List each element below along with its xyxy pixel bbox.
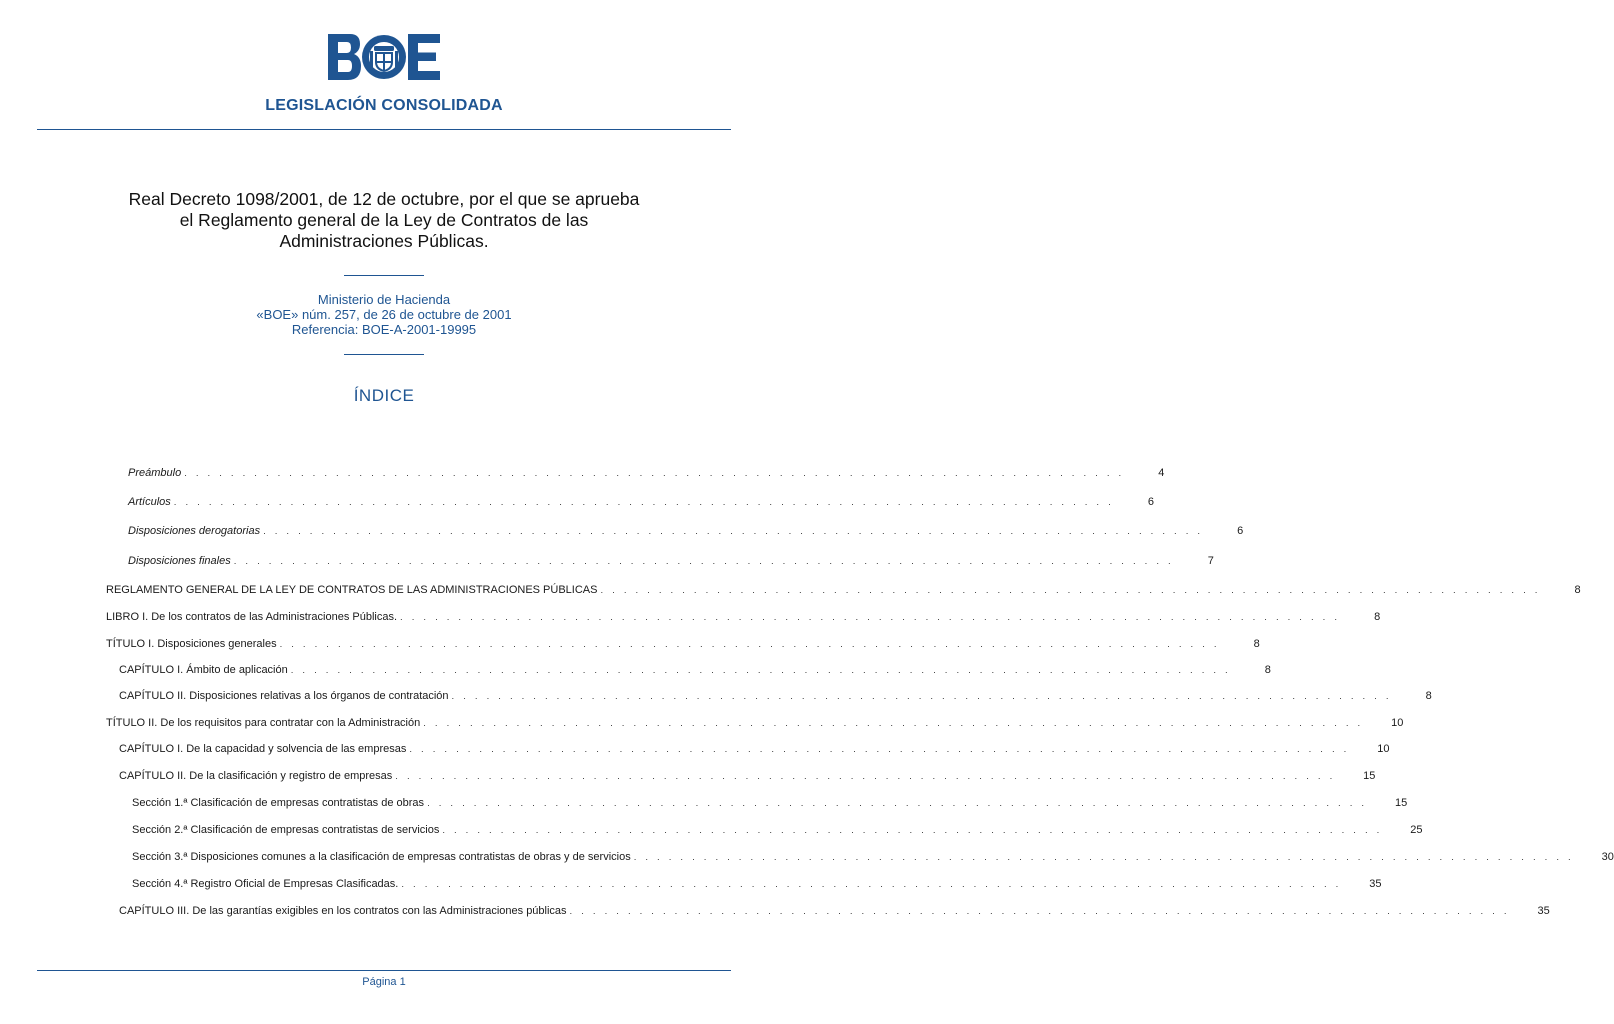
toc-entry[interactable] (106, 716, 1404, 730)
toc-entry[interactable] (128, 495, 1154, 509)
toc-entry[interactable] (132, 877, 1382, 891)
toc-entry[interactable] (119, 689, 1432, 703)
toc-entry[interactable] (128, 524, 1244, 538)
toc-entry-page: 25 (1410, 824, 1423, 836)
collection-title: LEGISLACIÓN CONSOLIDADA (265, 97, 503, 114)
ministry: Ministerio de Hacienda (317, 292, 451, 307)
toc-entry-page: 10 (1377, 743, 1390, 755)
toc-entry-page: 8 (1374, 611, 1381, 623)
toc-entry-label: Disposiciones derogatorias (128, 525, 261, 537)
toc-entry-label: CAPÍTULO I. Ámbito de aplicación (119, 664, 288, 676)
toc-leader: . . . . . . . . . . . . . . . . . . . . . . . . . . . . . . . . . . . . . . . . . . . . . . . . . . . . . . . . . . . . . . . . . . . . . . . . . . . . . . . . . (442, 825, 1383, 836)
toc-entry-label: CAPÍTULO II. Disposiciones relativas a los órganos de contratación (119, 690, 449, 702)
toc-entry[interactable] (119, 742, 1390, 756)
toc-entry[interactable] (132, 796, 1408, 810)
toc-entry[interactable] (132, 823, 1423, 837)
toc-entry[interactable] (119, 769, 1376, 783)
toc-entry[interactable] (119, 904, 1550, 918)
toc-entry-page: 8 (1425, 690, 1432, 702)
toc-leader: . . . . . . . . . . . . . . . . . . . . . . . . . . . . . . . . . . . . . . . . . . . . . . . . . . . . . . . . . . . . . . . . . . . . . . . . . . . . . . . . . (600, 585, 1541, 596)
boe-issue: «BOE» núm. 257, de 26 de octubre de 2001 (256, 307, 512, 322)
reference: Referencia: BOE-A-2001-19995 (291, 322, 477, 337)
toc-entry-page: 35 (1537, 905, 1550, 917)
toc-entry-page: 10 (1391, 717, 1404, 729)
toc-entry-label: Preámbulo (128, 467, 182, 479)
toc-entry-label: CAPÍTULO III. De las garantías exigibles en los contratos con las Administraciones públicas (119, 905, 567, 917)
toc-entry[interactable] (106, 637, 1260, 651)
toc-entry-page: 35 (1369, 878, 1382, 890)
toc-leader: . . . . . . . . . . . . . . . . . . . . . . . . . . . . . . . . . . . . . . . . . . . . . . . . . . . . . . . . . . . . . . . . . . . . . . . . . . . . . . . . . (633, 852, 1574, 863)
toc-leader: . . . . . . . . . . . . . . . . . . . . . . . . . . . . . . . . . . . . . . . . . . . . . . . . . . . . . . . . . . . . . . . . . . . . . . . . . . . . . . . . . (400, 612, 1341, 623)
toc-entry-label: Sección 4.ª Registro Oficial de Empresas Clasificadas. (132, 878, 399, 890)
toc-leader: . . . . . . . . . . . . . . . . . . . . . . . . . . . . . . . . . . . . . . . . . . . . . . . . . . . . . . . . . . . . . . . . . . . . . . . . . . . . . . . . . (401, 879, 1342, 890)
toc-entry[interactable] (128, 554, 1214, 568)
toc-entry-page: 8 (1574, 584, 1581, 596)
toc-leader: . . . . . . . . . . . . . . . . . . . . . . . . . . . . . . . . . . . . . . . . . . . . . . . . . . . . . . . . . . . . . . . . . . . . . . . . . . . . . . . . . (423, 718, 1364, 729)
toc-entry-label: TÍTULO I. Disposiciones generales (106, 638, 277, 650)
toc-entry-label: LIBRO I. De los contratos de las Administraciones Públicas. (106, 611, 398, 623)
document-title: Real Decreto 1098/2001, de 12 de octubre, por el que se aprueba el Reglamento general de la Ley de Contratos de las Administraciones Públicas. (128, 189, 640, 251)
toc-entry[interactable] (106, 610, 1381, 624)
toc-leader: . . . . . . . . . . . . . . . . . . . . . . . . . . . . . . . . . . . . . . . . . . . . . . . . . . . . . . . . . . . . . . . . . . . . . . . . . . . . . . . . . (395, 771, 1336, 782)
toc-entry[interactable] (106, 583, 1581, 597)
toc-entry-label: Sección 3.ª Disposiciones comunes a la clasificación de empresas contratistas de obras y de servicios (132, 851, 631, 863)
footer-divider (37, 970, 731, 971)
toc-leader: . . . . . . . . . . . . . . . . . . . . . . . . . . . . . . . . . . . . . . . . . . . . . . . . . . . . . . . . . . . . . . . . . . . . . . . . . . . . . . . . . (290, 665, 1231, 676)
toc-entry[interactable] (119, 663, 1271, 677)
toc-entry-label: Disposiciones finales (128, 555, 231, 567)
toc-entry-label: Artículos (128, 496, 171, 508)
toc-entry-page: 7 (1207, 555, 1214, 567)
toc-entry-label: REGLAMENTO GENERAL DE LA LEY DE CONTRATOS DE LAS ADMINISTRACIONES PÚBLICAS (106, 584, 598, 596)
toc-entry-label: TÍTULO II. De los requisitos para contratar con la Administración (106, 717, 421, 729)
toc-entry-label: Sección 2.ª Clasificación de empresas contratistas de servicios (132, 824, 440, 836)
toc-entry-page: 6 (1237, 525, 1244, 537)
toc-entry-label: CAPÍTULO I. De la capacidad y solvencia de las empresas (119, 743, 407, 755)
toc-leader: . . . . . . . . . . . . . . . . . . . . . . . . . . . . . . . . . . . . . . . . . . . . . . . . . . . . . . . . . . . . . . . . . . . . . . . . . . . . . . . . . (173, 497, 1114, 508)
toc-leader: . . . . . . . . . . . . . . . . . . . . . . . . . . . . . . . . . . . . . . . . . . . . . . . . . . . . . . . . . . . . . . . . . . . . . . . . . . . . . . . . . (279, 639, 1220, 650)
toc-entry-page: 8 (1264, 664, 1271, 676)
toc-leader: . . . . . . . . . . . . . . . . . . . . . . . . . . . . . . . . . . . . . . . . . . . . . . . . . . . . . . . . . . . . . . . . . . . . . . . . . . . . . . . . . (427, 798, 1368, 809)
toc-leader: . . . . . . . . . . . . . . . . . . . . . . . . . . . . . . . . . . . . . . . . . . . . . . . . . . . . . . . . . . . . . . . . . . . . . . . . . . . . . . . . . (263, 526, 1204, 537)
toc-entry-page: 15 (1394, 797, 1408, 809)
toc-leader: . . . . . . . . . . . . . . . . . . . . . . . . . . . . . . . . . . . . . . . . . . . . . . . . . . . . . . . . . . . . . . . . . . . . . . . . . . . . . . . . . (409, 744, 1350, 755)
index-title: ÍNDICE (353, 386, 415, 405)
toc-entry[interactable] (132, 850, 1614, 864)
toc-entry-label: Sección 1.ª Clasificación de empresas contratistas de obras (132, 797, 425, 809)
toc-entry-page: 30 (1601, 851, 1614, 863)
toc-entry[interactable] (128, 466, 1165, 480)
toc-entry-page: 4 (1158, 467, 1165, 479)
toc-leader: . . . . . . . . . . . . . . . . . . . . . . . . . . . . . . . . . . . . . . . . . . . . . . . . . . . . . . . . . . . . . . . . . . . . . . . . . . . . . . . . . (233, 556, 1174, 567)
page-number: Página 1 (362, 976, 406, 988)
toc-leader: . . . . . . . . . . . . . . . . . . . . . . . . . . . . . . . . . . . . . . . . . . . . . . . . . . . . . . . . . . . . . . . . . . . . . . . . . . . . . . . . . (184, 468, 1125, 479)
toc-entry-label: CAPÍTULO II. De la clasificación y registro de empresas (119, 770, 393, 782)
toc-leader: . . . . . . . . . . . . . . . . . . . . . . . . . . . . . . . . . . . . . . . . . . . . . . . . . . . . . . . . . . . . . . . . . . . . . . . . . . . . . . . . . (569, 906, 1510, 917)
toc-leader: . . . . . . . . . . . . . . . . . . . . . . . . . . . . . . . . . . . . . . . . . . . . . . . . . . . . . . . . . . . . . . . . . . . . . . . . . . . . . . . . . (451, 691, 1392, 702)
toc-entry-page: 6 (1147, 496, 1154, 508)
toc-entry-page: 8 (1253, 638, 1260, 650)
toc-entry-page: 15 (1363, 770, 1376, 782)
